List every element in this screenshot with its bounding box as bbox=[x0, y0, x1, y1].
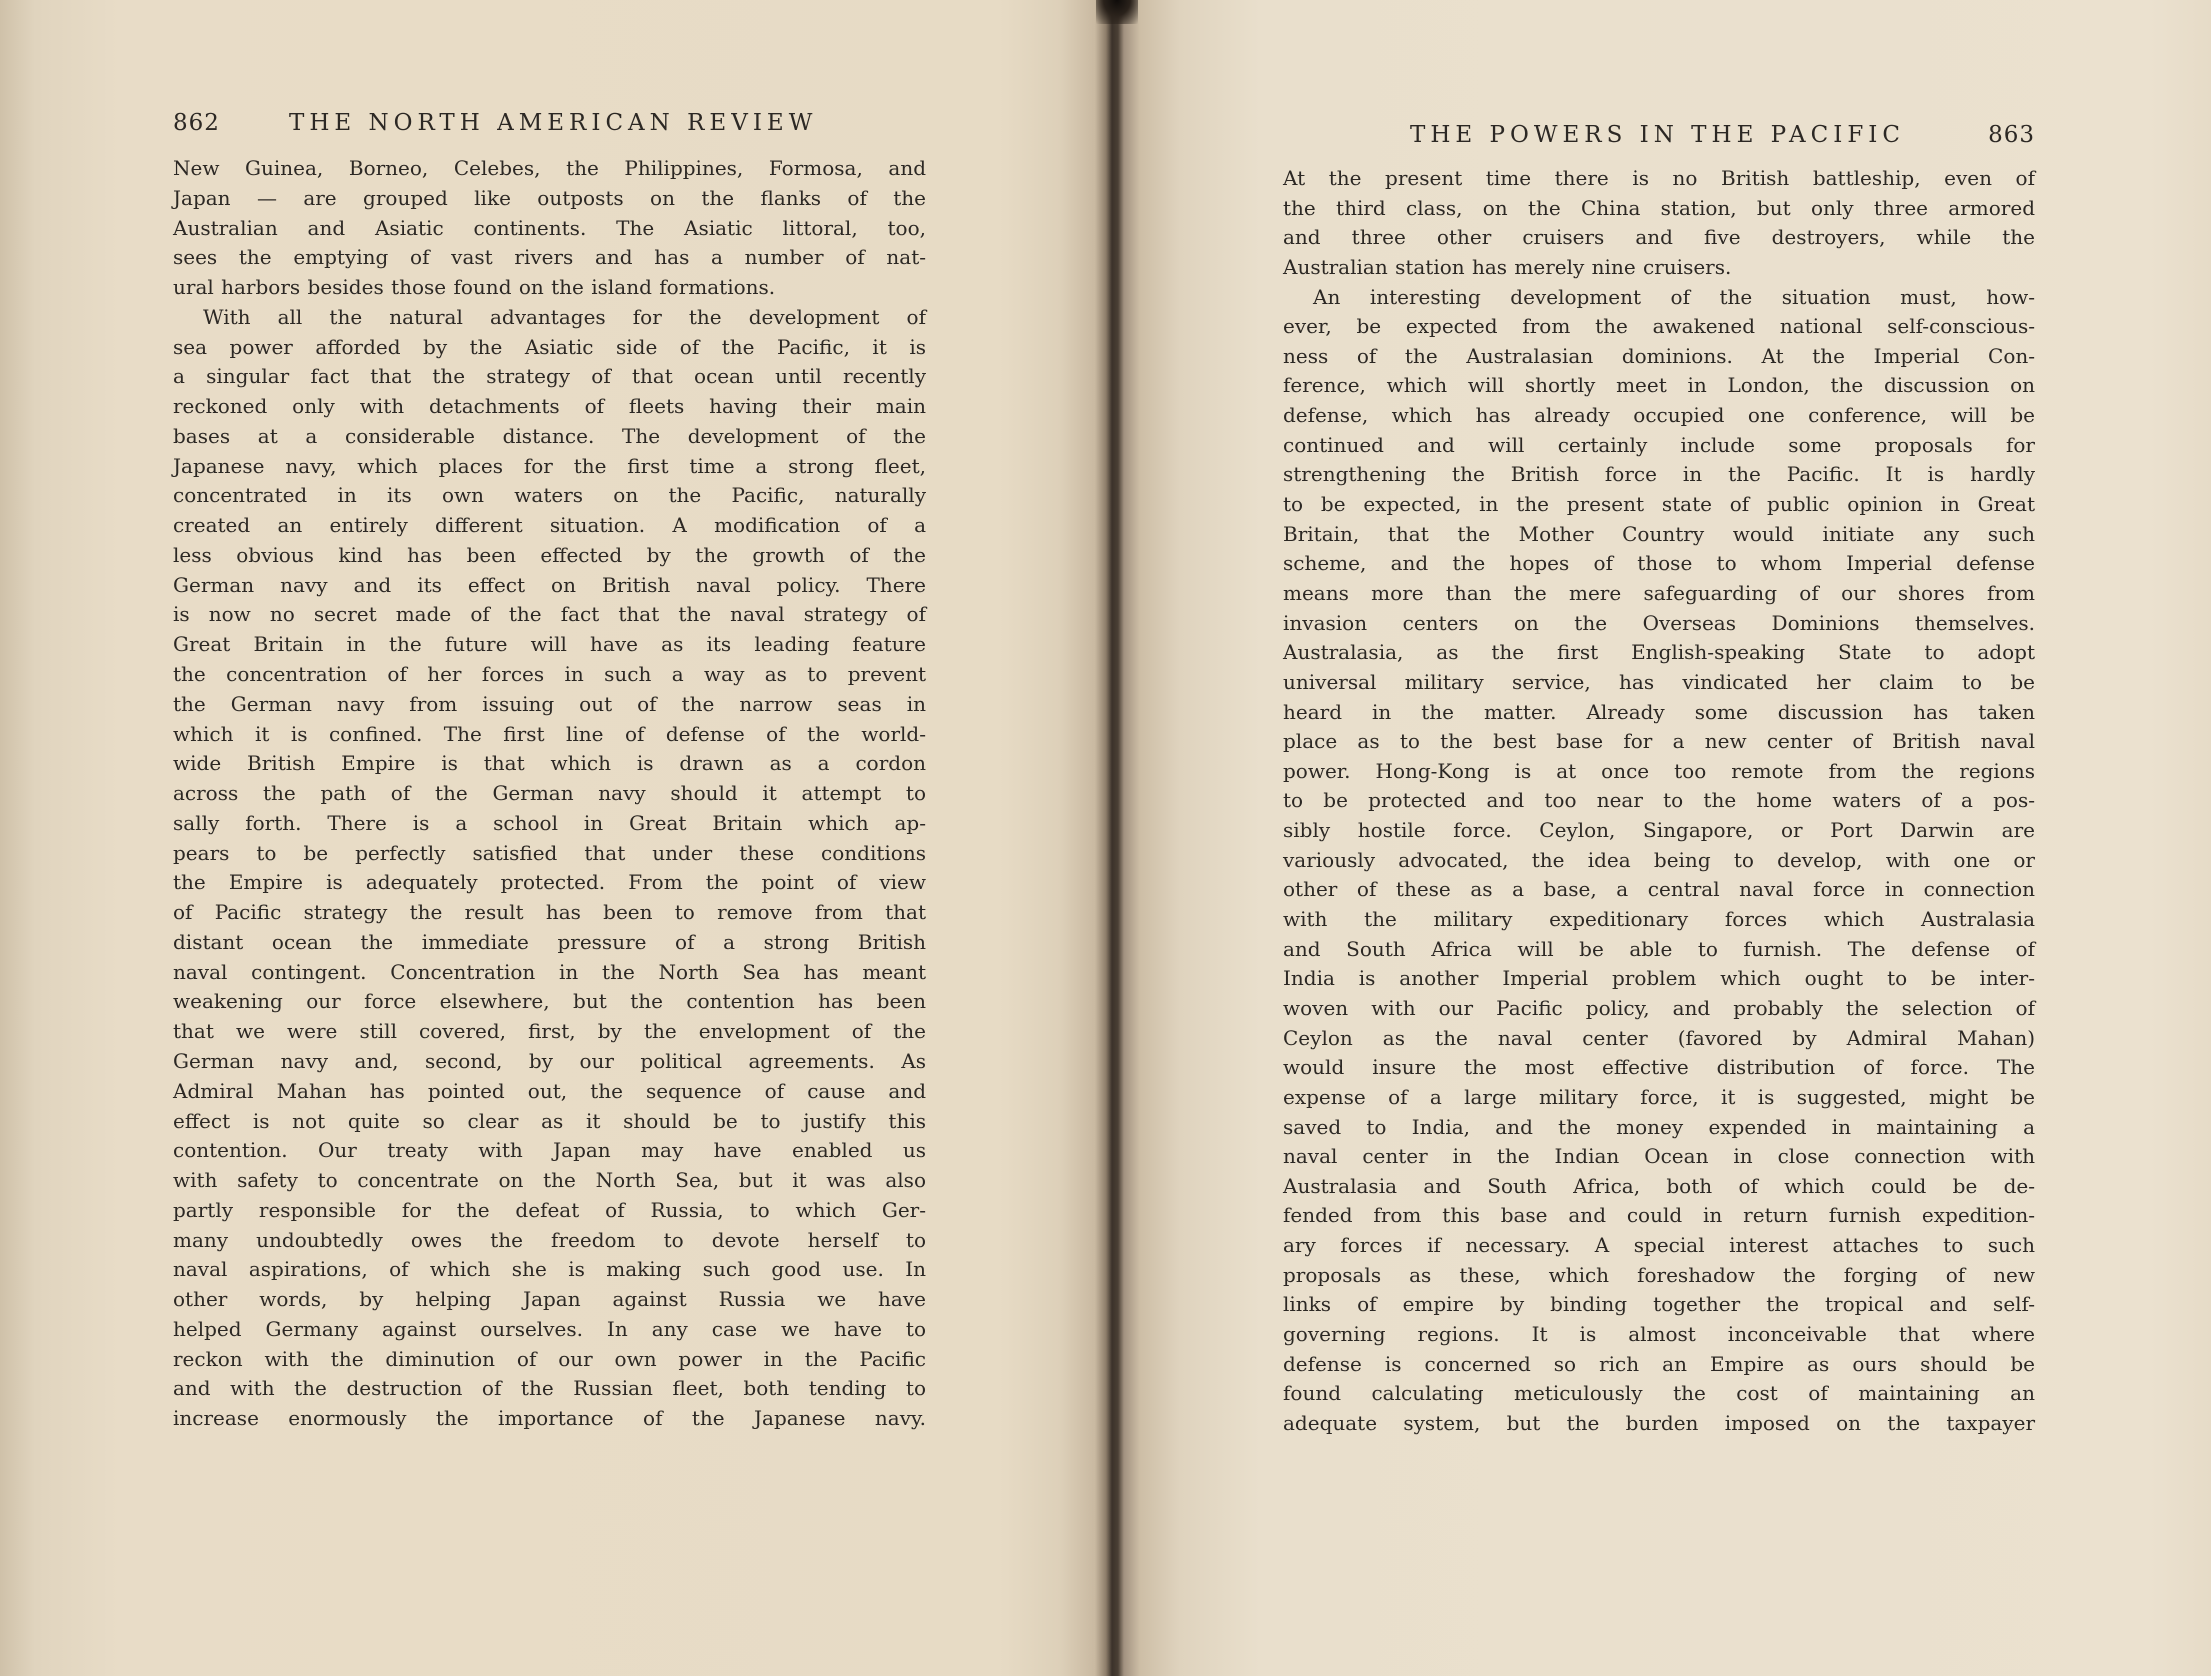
text-line: increase enormously the importance of the Japanese navy. bbox=[173, 1406, 926, 1431]
text-line: many undoubtedly owes the freedom to devote herself to bbox=[173, 1227, 926, 1252]
text-line: power. Hong-Kong is at once too remote from the regions bbox=[1283, 758, 2035, 783]
text-line: German navy and its effect on British naval policy. There bbox=[173, 572, 926, 597]
text-line: woven with our Pacific policy, and probably the selection of bbox=[1283, 995, 2035, 1020]
text-line: sibly hostile force. Ceylon, Singapore, or Port Darwin are bbox=[1283, 818, 2035, 843]
text-line: ference, which will shortly meet in London, the discussion on bbox=[1283, 373, 2035, 398]
text-line: variously advocated, the idea being to develop, with one or bbox=[1283, 847, 2035, 872]
running-head: THE POWERS IN THE PACIFIC bbox=[1410, 122, 1905, 148]
gutter-shadow bbox=[1096, 0, 1138, 24]
text-line: the concentration of her forces in such a way as to prevent bbox=[173, 662, 926, 687]
text-line: German navy and, second, by our political agreements. As bbox=[173, 1048, 926, 1073]
text-line: to be expected, in the present state of public opinion in Great bbox=[1283, 492, 2035, 517]
text-line: would insure the most effective distribution of force. The bbox=[1283, 1055, 2035, 1080]
text-line: Ceylon as the naval center (favored by Admiral Mahan) bbox=[1283, 1025, 2035, 1050]
text-line: fended from this base and could in return furnish expedition- bbox=[1283, 1203, 2035, 1228]
text-line: the third class, on the China station, but only three armored bbox=[1283, 195, 2035, 220]
text-line: strengthening the British force in the Pacific. It is hardly bbox=[1283, 462, 2035, 487]
text-line: Australian and Asiatic continents. The Asiatic littoral, too, bbox=[173, 215, 926, 240]
text-line: saved to India, and the money expended in maintaining a bbox=[1283, 1114, 2035, 1139]
text-line: naval center in the Indian Ocean in close connection with bbox=[1283, 1144, 2035, 1169]
text-line: invasion centers on the Overseas Dominions themselves. bbox=[1283, 610, 2035, 635]
page-body bbox=[173, 154, 926, 1434]
text-line: heard in the matter. Already some discussion has taken bbox=[1283, 699, 2035, 724]
text-line: naval aspirations, of which she is making such good use. In bbox=[173, 1257, 926, 1282]
text-line: With all the natural advantages for the development of bbox=[203, 304, 926, 329]
text-line: Great Britain in the future will have as its leading feature bbox=[173, 632, 926, 657]
text-line: with safety to concentrate on the North Sea, but it was also bbox=[173, 1168, 926, 1193]
text-line: other words, by helping Japan against Russia we have bbox=[173, 1287, 926, 1312]
text-line: concentrated in its own waters on the Pacific, naturally bbox=[173, 483, 926, 508]
text-line: naval contingent. Concentration in the North Sea has meant bbox=[173, 959, 926, 984]
text-line: which it is confined. The first line of defense of the world- bbox=[173, 721, 926, 746]
text-line: place as to the best base for a new center of British naval bbox=[1283, 729, 2035, 754]
text-line: scheme, and the hopes of those to whom Imperial defense bbox=[1283, 551, 2035, 576]
text-line: effect is not quite so clear as it should be to justify this bbox=[173, 1108, 926, 1133]
text-line: Britain, that the Mother Country would initiate any such bbox=[1283, 521, 2035, 546]
text-line: Australasia, as the first English-speaking State to adopt bbox=[1283, 640, 2035, 665]
text-line: ever, be expected from the awakened national self-conscious- bbox=[1283, 314, 2035, 339]
text-line: less obvious kind has been effected by the growth of the bbox=[173, 542, 926, 567]
text-line: weakening our force elsewhere, but the contention has been bbox=[173, 989, 926, 1014]
text-line: Japan — are grouped like outposts on the flanks of the bbox=[173, 185, 926, 210]
text-line: universal military service, has vindicated her claim to be bbox=[1283, 669, 2035, 694]
text-line: with the military expeditionary forces which Australasia bbox=[1283, 907, 2035, 932]
page-number: 863 bbox=[1988, 122, 2035, 148]
text-line: wide British Empire is that which is drawn as a cordon bbox=[173, 751, 926, 776]
text-line: governing regions. It is almost inconceivable that where bbox=[1283, 1321, 2035, 1346]
text-line: sees the emptying of vast rivers and has a number of nat- bbox=[173, 245, 926, 270]
text-line: ary forces if necessary. A special interest attaches to such bbox=[1283, 1233, 2035, 1258]
running-head: THE NORTH AMERICAN REVIEW bbox=[289, 110, 818, 136]
text-line: pears to be perfectly satisfied that under these conditions bbox=[173, 840, 926, 865]
text-line: reckoned only with detachments of fleets having their main bbox=[173, 394, 926, 419]
text-line: continued and will certainly include some proposals for bbox=[1283, 432, 2035, 457]
page-number: 862 bbox=[173, 110, 220, 136]
text-line: a singular fact that the strategy of that ocean until recently bbox=[173, 364, 926, 389]
text-line: and three other cruisers and five destroyers, while the bbox=[1283, 225, 2035, 250]
page-body bbox=[1283, 164, 2035, 1439]
text-line: the Empire is adequately protected. From the point of view bbox=[173, 870, 926, 895]
text-line: bases at a considerable distance. The development of the bbox=[173, 423, 926, 448]
text-line: defense, which has already occupied one conference, will be bbox=[1283, 403, 2035, 428]
text-line: ness of the Australasian dominions. At the Imperial Con- bbox=[1283, 343, 2035, 368]
text-line: links of empire by binding together the tropical and self- bbox=[1283, 1292, 2035, 1317]
text-line: New Guinea, Borneo, Celebes, the Philippines, Formosa, and bbox=[173, 156, 926, 180]
text-line: the German navy from issuing out of the narrow seas in bbox=[173, 691, 926, 716]
text-line: ural harbors besides those found on the island formations. bbox=[173, 275, 776, 300]
text-line: other of these as a base, a central naval force in connection bbox=[1283, 877, 2035, 902]
text-line: contention. Our treaty with Japan may have enabled us bbox=[173, 1138, 926, 1163]
text-line: distant ocean the immediate pressure of a strong British bbox=[173, 929, 926, 954]
text-line: is now no secret made of the fact that the naval strategy of bbox=[173, 602, 926, 627]
text-line: and with the destruction of the Russian fleet, both tending to bbox=[173, 1376, 926, 1401]
text-line: Australasia and South Africa, both of which could be de- bbox=[1283, 1173, 2035, 1198]
text-line: Australian station has merely nine cruisers. bbox=[1283, 254, 1732, 279]
text-line: that we were still covered, first, by the envelopment of the bbox=[173, 1019, 926, 1044]
text-line: means more than the mere safeguarding of our shores from bbox=[1283, 580, 2035, 605]
text-line: created an entirely different situation. A modification of a bbox=[173, 513, 926, 538]
text-line: to be protected and too near to the home waters of a pos- bbox=[1283, 788, 2035, 813]
text-line: helped Germany against ourselves. In any case we have to bbox=[173, 1316, 926, 1341]
text-line: India is another Imperial problem which ought to be inter- bbox=[1283, 966, 2035, 991]
text-line: and South Africa will be able to furnish. The defense of bbox=[1283, 936, 2035, 961]
text-line: proposals as these, which foreshadow the forging of new bbox=[1283, 1262, 2035, 1287]
text-line: of Pacific strategy the result has been to remove from that bbox=[173, 900, 926, 925]
text-line: Admiral Mahan has pointed out, the sequence of cause and bbox=[173, 1078, 926, 1103]
text-line: An interesting development of the situation must, how- bbox=[1313, 284, 2035, 309]
text-line: Japanese navy, which places for the first time a strong fleet, bbox=[173, 453, 926, 478]
text-line: sea power afforded by the Asiatic side of the Pacific, it is bbox=[173, 334, 926, 359]
text-line: reckon with the diminution of our own power in the Pacific bbox=[173, 1346, 926, 1371]
text-line: expense of a large military force, it is suggested, might be bbox=[1283, 1084, 2035, 1109]
text-line: adequate system, but the burden imposed on the taxpayer bbox=[1283, 1410, 2035, 1435]
text-line: defense is concerned so rich an Empire as ours should be bbox=[1283, 1351, 2035, 1376]
text-line: partly responsible for the defeat of Russia, to which Ger- bbox=[173, 1197, 926, 1222]
text-line: sally forth. There is a school in Great Britain which ap- bbox=[173, 810, 926, 835]
text-line: across the path of the German navy should it attempt to bbox=[173, 781, 926, 806]
text-line: At the present time there is no British battleship, even of bbox=[1283, 166, 2035, 190]
text-line: found calculating meticulously the cost of maintaining an bbox=[1283, 1381, 2035, 1406]
